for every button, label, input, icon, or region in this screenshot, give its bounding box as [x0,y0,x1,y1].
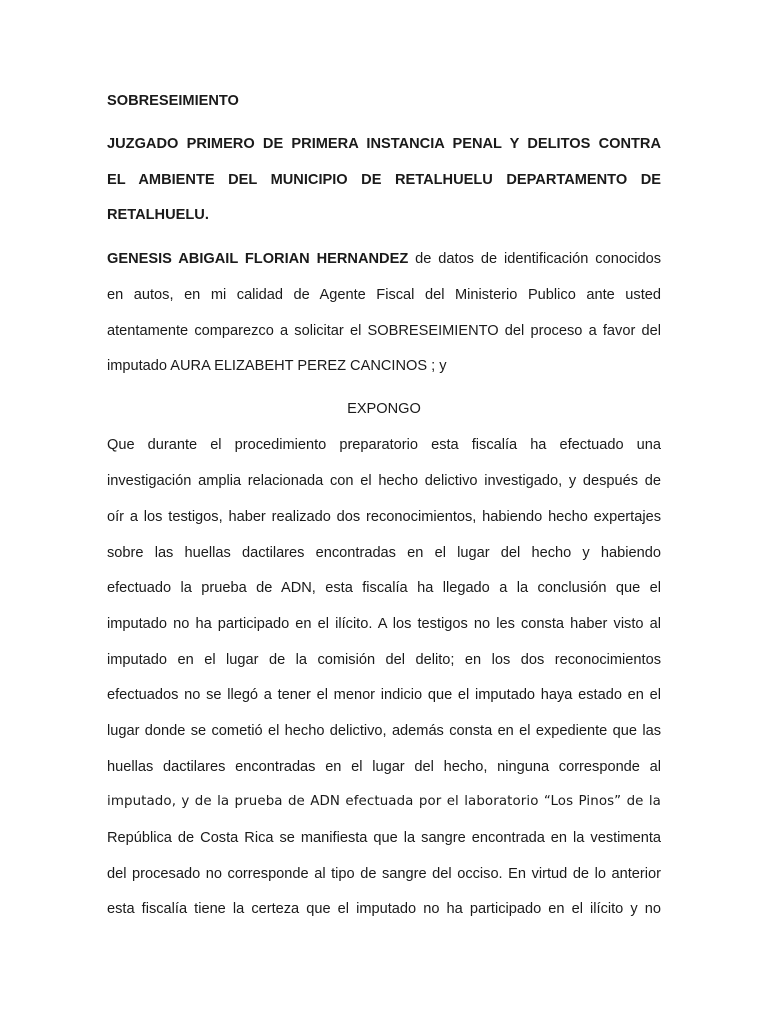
body-line: Que durante el procedimiento preparatorio esta fiscalía ha efectuado una [107,437,661,453]
body-line: investigación amplia relacionada con el hecho delictivo investigado, y después de [107,473,661,489]
body-line: imputado no ha participado en el ilícito. A los testigos no les consta haber visto al [107,616,661,632]
intro-line-2: en autos, en mi calidad de Agente Fiscal del Ministerio Publico ante usted [107,287,661,303]
intro-line-4: imputado AURA ELIZABEHT PEREZ CANCINOS ; y [107,358,447,374]
intro-line-3: atentamente comparezco a solicitar el SOBRESEIMIENTO del proceso a favor del [107,323,661,339]
body-line: huellas dactilares encontradas en el lugar del hecho, ninguna corresponde al [107,759,661,775]
body-line: efectuado la prueba de ADN, esta fiscalía ha llegado a la conclusión que el [107,580,661,596]
body-line: imputado, y de la prueba de ADN efectuada por el laboratorio “Los Pinos” de la [107,794,661,809]
section-title: EXPONGO [347,401,421,417]
body-line: esta fiscalía tiene la certeza que el imputado no ha participado en el ilícito y no [107,901,661,917]
body-line: del procesado no corresponde al tipo de sangre del occiso. En virtud de lo anterior [107,866,661,882]
intro-line-1 [107,249,661,269]
body-line: oír a los testigos, haber realizado dos reconocimientos, habiendo hecho expertajes [107,509,661,525]
body-line: República de Costa Rica se manifiesta que la sangre encontrada en la vestimenta [107,830,661,846]
court-line-2: EL AMBIENTE DEL MUNICIPIO DE RETALHUELU DEPARTAMENTO DE [107,172,661,188]
court-line-1: JUZGADO PRIMERO DE PRIMERA INSTANCIA PENAL Y DELITOS CONTRA [107,136,661,152]
document-heading: SOBRESEIMIENTO [107,93,239,109]
intro-line-1-rest: de datos de identificación conocidos [408,251,662,267]
body-line: lugar donde se cometió el hecho delictivo, además consta en el expediente que las [107,723,661,739]
court-line-3: RETALHUELU. [107,207,209,223]
body-line: sobre las huellas dactilares encontradas en el lugar del hecho y habiendo [107,545,661,561]
body-line: imputado en el lugar de la comisión del delito; en los dos reconocimientos [107,652,661,668]
body-line: efectuados no se llegó a tener el menor indicio que el imputado haya estado en el [107,687,661,703]
prosecutor-name: GENESIS ABIGAIL FLORIAN HERNANDEZ [107,251,409,267]
